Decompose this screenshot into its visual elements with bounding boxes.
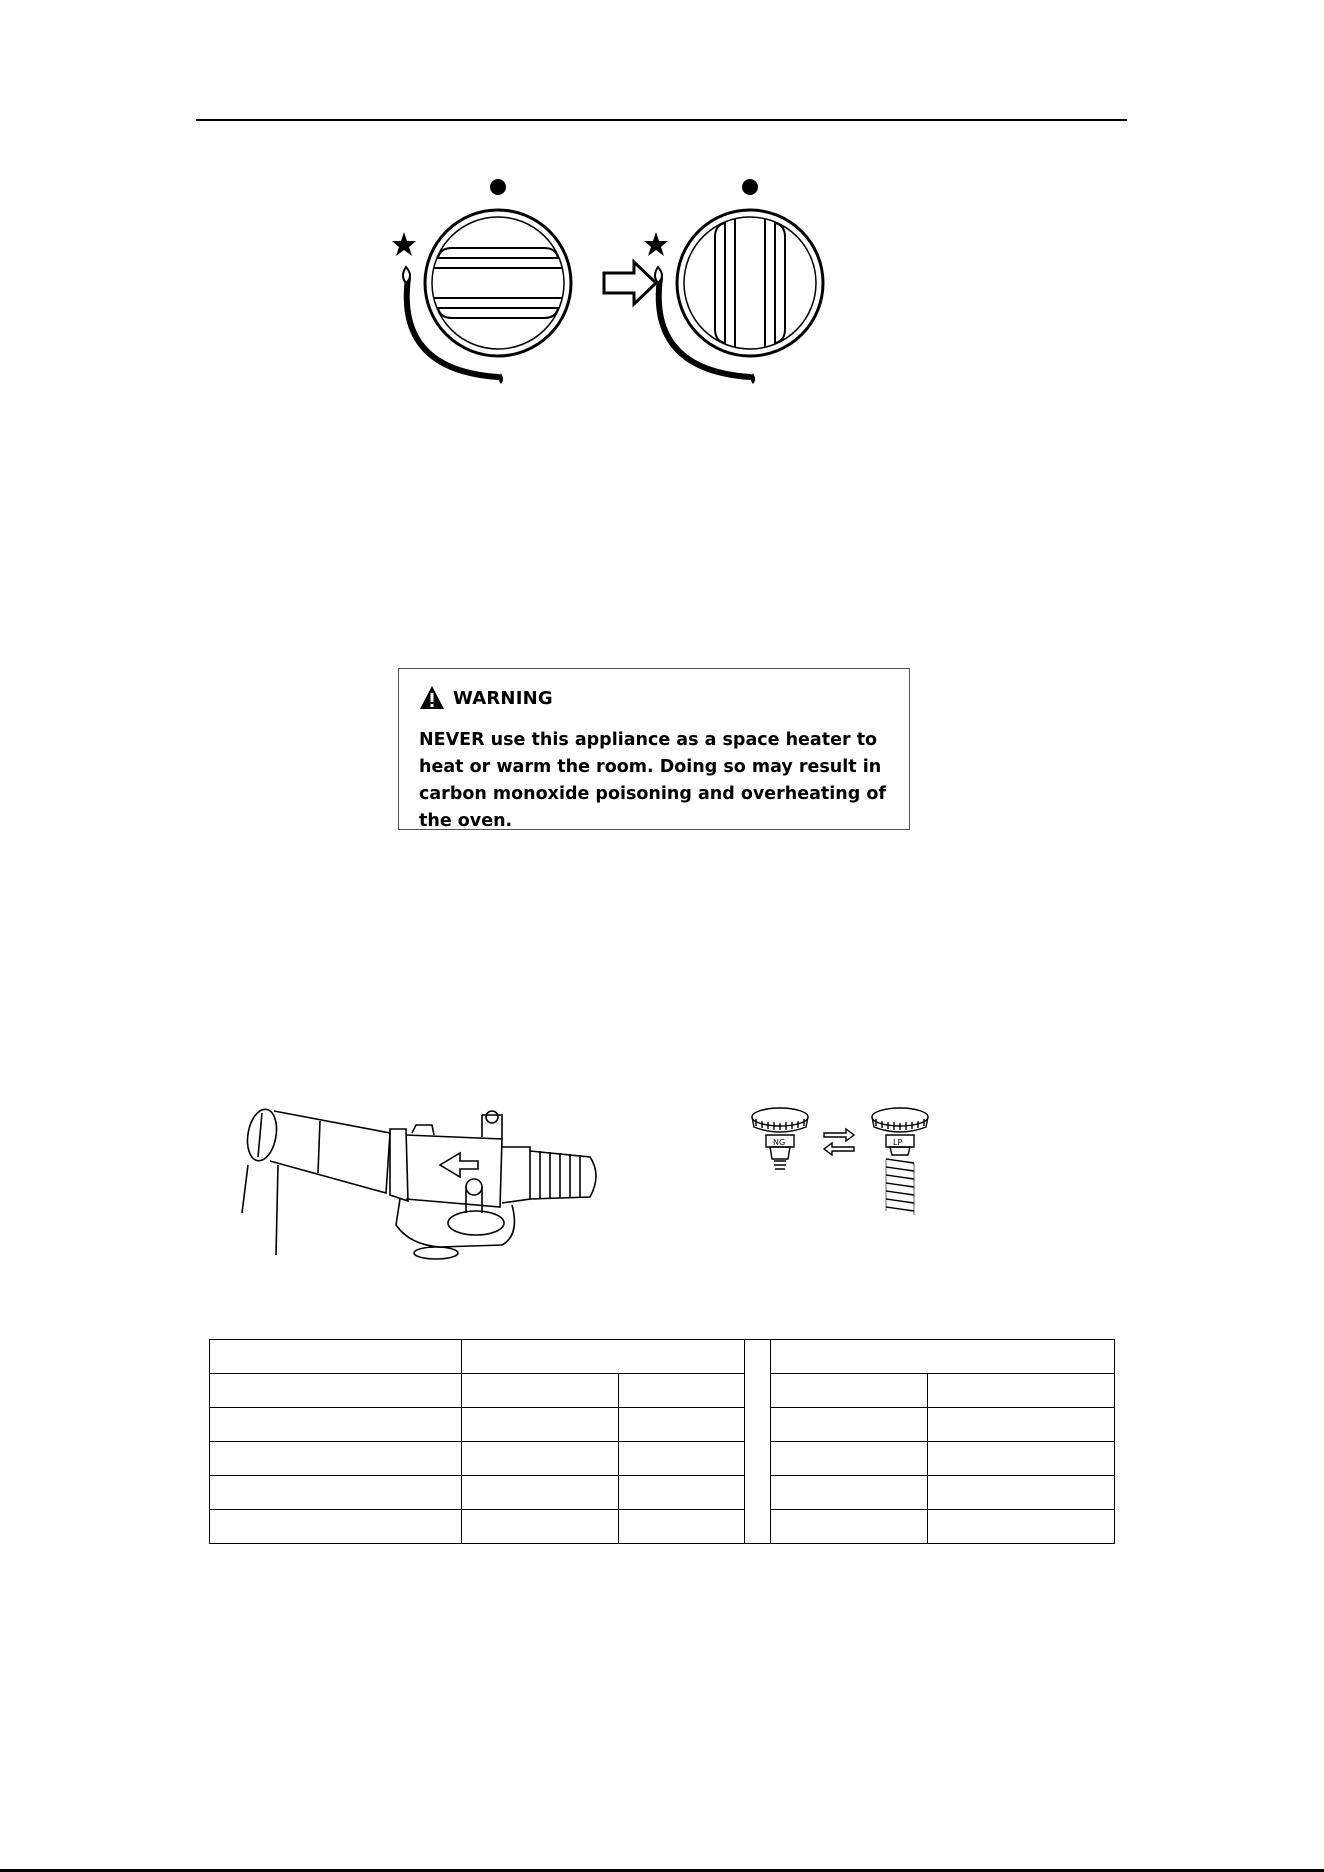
header-rule <box>196 119 1127 121</box>
table-cell <box>462 1374 619 1408</box>
table-row <box>210 1476 1115 1510</box>
lp-label: LP <box>893 1138 903 1147</box>
table-cell <box>619 1408 745 1442</box>
right-arrow-icon <box>604 262 656 304</box>
table-cell <box>771 1340 1115 1374</box>
knob-before <box>392 179 571 384</box>
ng-label: NG <box>773 1138 786 1147</box>
table-cell <box>771 1510 928 1544</box>
table-cell <box>210 1510 462 1544</box>
table-cell <box>210 1476 462 1510</box>
table-cell <box>771 1476 928 1510</box>
exchange-arrows-icon <box>824 1129 854 1155</box>
table-cell <box>619 1510 745 1544</box>
table-cell <box>928 1442 1115 1476</box>
off-dot-icon <box>490 179 506 195</box>
warning-box <box>398 668 910 830</box>
warning-header <box>419 685 553 711</box>
table-cell <box>928 1476 1115 1510</box>
high-flame-icon <box>655 267 662 283</box>
table-row <box>210 1408 1115 1442</box>
table-cell <box>619 1476 745 1510</box>
table-cell <box>619 1442 745 1476</box>
table-cell <box>462 1340 745 1374</box>
flow-arrow-icon <box>440 1153 478 1177</box>
high-flame-icon <box>403 267 410 283</box>
table-separator-cell <box>745 1340 771 1544</box>
pressure-regulator-icon <box>482 1115 502 1139</box>
table-cell <box>928 1408 1115 1442</box>
table-row <box>210 1510 1115 1544</box>
table-cell <box>771 1442 928 1476</box>
table-cell <box>462 1442 619 1476</box>
table-cell <box>771 1374 928 1408</box>
warning-text: NEVER use this appliance as a space heater to heat or warm the room. Doing so may result in carbon monoxide poisoning and overheating of the oven. <box>419 730 886 831</box>
spec-table <box>209 1339 1115 1544</box>
ignite-star-icon <box>392 232 416 256</box>
table-cell <box>210 1340 462 1374</box>
ignite-star-icon <box>644 232 668 256</box>
warning-title: WARNING <box>453 687 553 709</box>
table-cell <box>928 1510 1115 1544</box>
table-row <box>210 1374 1115 1408</box>
warning-triangle-icon <box>419 685 445 711</box>
lp-nozzle <box>872 1108 928 1215</box>
table-cell <box>928 1374 1115 1408</box>
table-cell <box>462 1408 619 1442</box>
off-dot-icon <box>742 179 758 195</box>
table-cell <box>210 1374 462 1408</box>
table-cell <box>771 1408 928 1442</box>
table-cell <box>210 1442 462 1476</box>
nozzle-diagram <box>748 1105 968 1220</box>
table-cell <box>210 1408 462 1442</box>
valve-diagram <box>240 1095 610 1260</box>
table-row <box>210 1442 1115 1476</box>
knob-after <box>644 179 823 384</box>
table-cell <box>462 1510 619 1544</box>
table-cell <box>619 1374 745 1408</box>
table-header-row <box>210 1340 1115 1374</box>
knob-diagram <box>390 170 910 400</box>
table-cell <box>462 1476 619 1510</box>
